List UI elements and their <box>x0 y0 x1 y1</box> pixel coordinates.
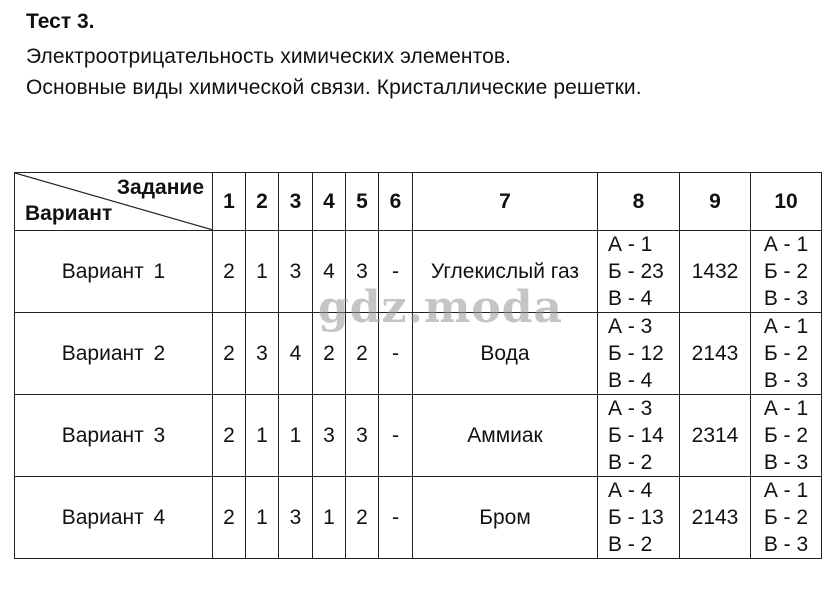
answer-cell: Углекислый газ <box>413 231 598 313</box>
match-line: В - 2 <box>608 533 653 556</box>
match-line: Б - 14 <box>608 424 664 447</box>
answer-cell: 2 <box>213 477 246 559</box>
answer-cell-matching <box>751 231 822 313</box>
match-line: А - 3 <box>608 315 653 338</box>
match-line: Б - 2 <box>763 424 809 447</box>
answer-cell: 4 <box>279 313 313 395</box>
answer-cell: 2 <box>346 313 379 395</box>
answer-cell: 1 <box>279 395 313 477</box>
match-line: В - 3 <box>763 287 809 310</box>
answers-table <box>14 172 822 559</box>
table-row <box>15 395 822 477</box>
match-line: А - 1 <box>763 479 809 502</box>
answer-cell: - <box>379 313 413 395</box>
column-header: 9 <box>680 173 751 231</box>
answer-cell-matching <box>598 477 680 559</box>
column-header: 8 <box>598 173 680 231</box>
answer-cell: 2314 <box>680 395 751 477</box>
variant-label: Вариант 3 <box>15 395 213 477</box>
subtitle-line-1: Электроотрицательность химических элементов. <box>26 45 512 68</box>
match-line: А - 1 <box>763 397 809 420</box>
answer-cell-matching <box>598 395 680 477</box>
column-header: 6 <box>379 173 413 231</box>
match-line: В - 3 <box>763 451 809 474</box>
corner-label-variant: Вариант <box>25 202 113 225</box>
variant-label: Вариант 1 <box>15 231 213 313</box>
match-line: А - 1 <box>763 233 809 256</box>
match-line: В - 2 <box>608 451 653 474</box>
column-header: 4 <box>313 173 346 231</box>
column-header: 7 <box>413 173 598 231</box>
column-header: 1 <box>213 173 246 231</box>
match-line: Б - 12 <box>608 342 664 365</box>
answer-cell: 3 <box>346 231 379 313</box>
match-line: В - 4 <box>608 369 653 392</box>
watermark: gdz.moda <box>318 282 564 333</box>
column-header: 3 <box>279 173 313 231</box>
answer-cell: 2143 <box>680 313 751 395</box>
match-line: В - 4 <box>608 287 653 310</box>
answer-cell: Аммиак <box>413 395 598 477</box>
match-line: Б - 2 <box>763 506 809 529</box>
match-line: А - 1 <box>608 233 653 256</box>
subtitle-line-2: Основные виды химической связи. Кристаллические решетки. <box>26 76 642 99</box>
column-header: 10 <box>751 173 822 231</box>
answer-cell: 1 <box>313 477 346 559</box>
answer-cell: 2 <box>346 477 379 559</box>
corner-header-cell <box>15 173 213 231</box>
column-header: 2 <box>246 173 279 231</box>
match-line: А - 4 <box>608 479 653 502</box>
match-line: Б - 2 <box>763 260 809 283</box>
answer-cell: 2143 <box>680 477 751 559</box>
answer-cell: 2 <box>213 395 246 477</box>
answer-cell: 3 <box>279 477 313 559</box>
match-line: В - 3 <box>763 533 809 556</box>
answer-cell: 1432 <box>680 231 751 313</box>
table-row <box>15 231 822 313</box>
answer-cell: 2 <box>313 313 346 395</box>
table-row <box>15 313 822 395</box>
answer-cell: - <box>379 477 413 559</box>
answer-cell-matching <box>751 313 822 395</box>
answer-cell: Бром <box>413 477 598 559</box>
column-header: 5 <box>346 173 379 231</box>
answer-cell: 1 <box>246 395 279 477</box>
answer-cell-matching <box>598 313 680 395</box>
corner-label-task: Задание <box>116 176 204 199</box>
test-title: Тест 3. <box>26 10 95 33</box>
header-row <box>15 173 822 231</box>
answer-cell-matching <box>598 231 680 313</box>
match-line: А - 1 <box>763 315 809 338</box>
answer-cell: - <box>379 231 413 313</box>
answer-cell: 3 <box>246 313 279 395</box>
answer-cell: 3 <box>346 395 379 477</box>
answer-cell: 1 <box>246 477 279 559</box>
variant-label: Вариант 4 <box>15 477 213 559</box>
match-line: Б - 23 <box>608 260 664 283</box>
answer-cell: - <box>379 395 413 477</box>
answer-cell: 3 <box>313 395 346 477</box>
answer-cell: 4 <box>313 231 346 313</box>
answer-cell: Вода <box>413 313 598 395</box>
answer-cell: 2 <box>213 313 246 395</box>
answer-cell-matching <box>751 477 822 559</box>
variant-label: Вариант 2 <box>15 313 213 395</box>
match-line: Б - 13 <box>608 506 664 529</box>
match-line: В - 3 <box>763 369 809 392</box>
answer-cell: 3 <box>279 231 313 313</box>
answer-cell: 1 <box>246 231 279 313</box>
table-row <box>15 477 822 559</box>
answer-cell-matching <box>751 395 822 477</box>
answer-cell: 2 <box>213 231 246 313</box>
match-line: Б - 2 <box>763 342 809 365</box>
match-line: А - 3 <box>608 397 653 420</box>
